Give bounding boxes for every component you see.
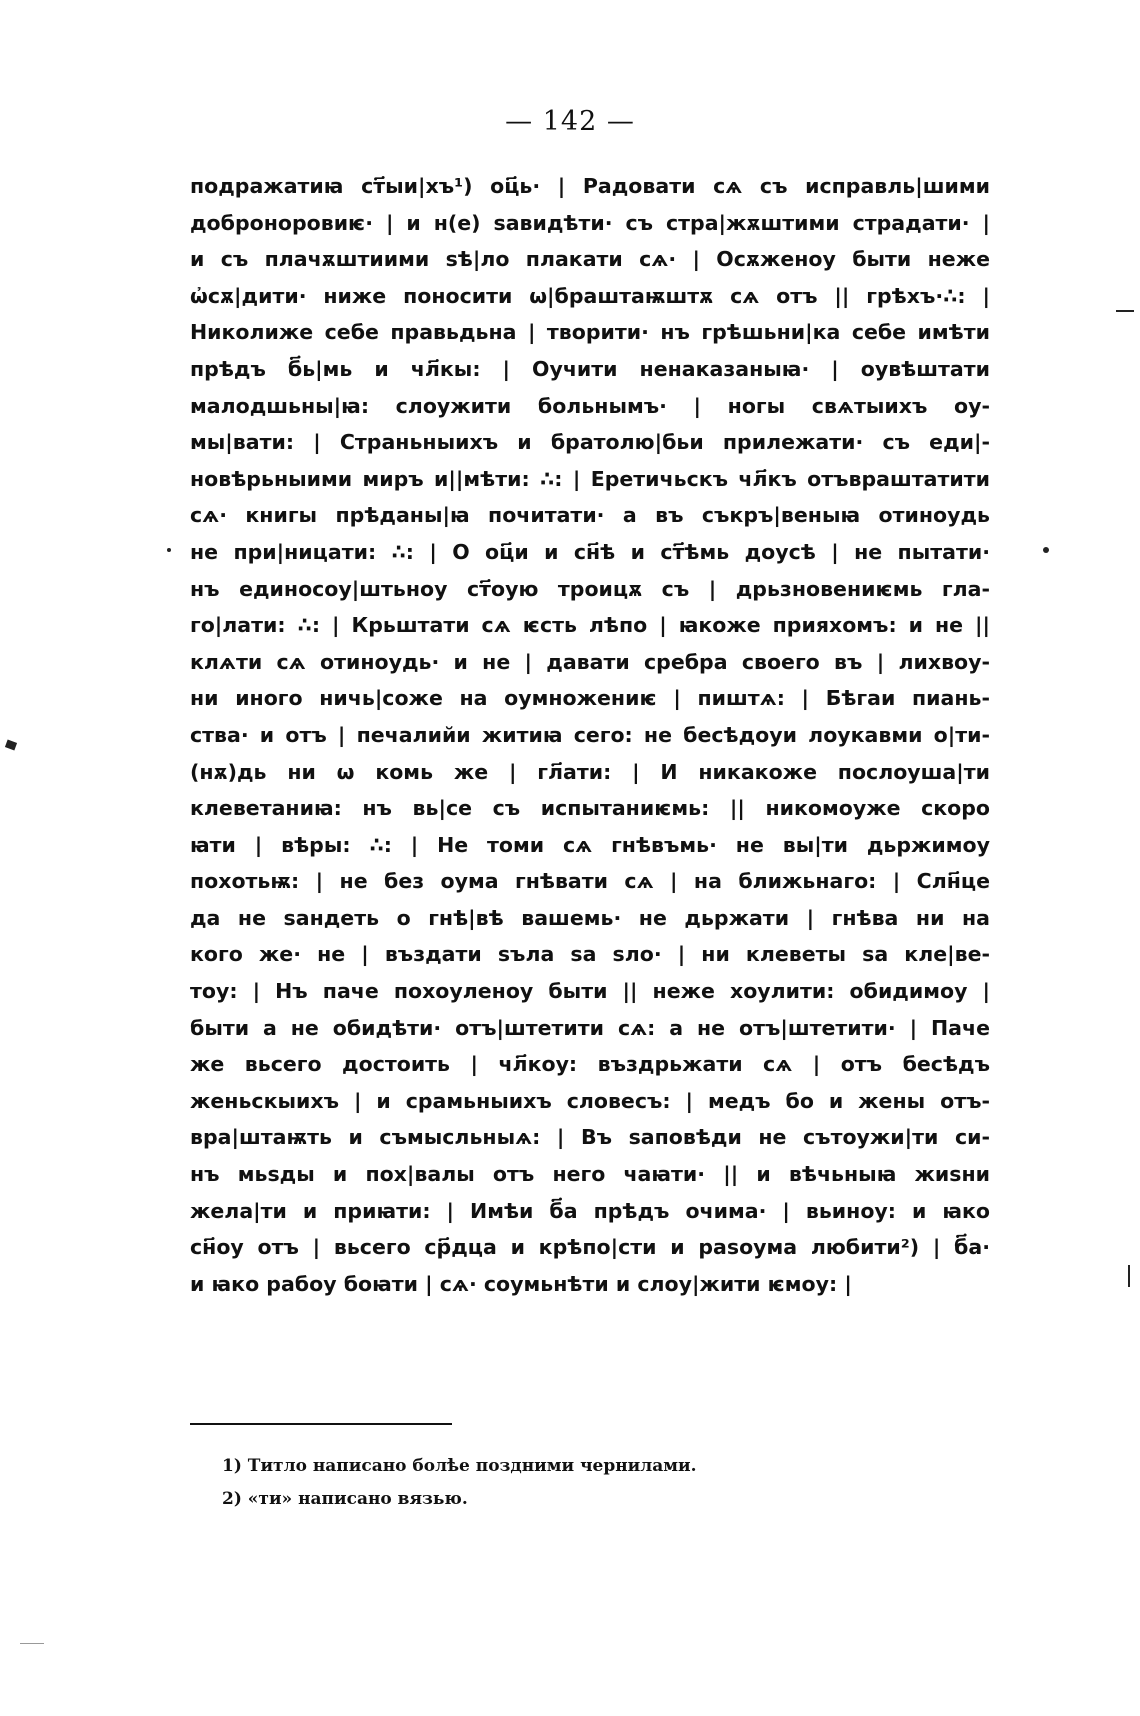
footnotes (222, 1450, 982, 1516)
text-line: клеветаниꙗ: нъ вь|се съ испытаниѥмь: || никомоуже скоро (190, 796, 990, 821)
text-line: и ꙗко рабоу боꙗти | сѧ· соумьнѣти и слоу|жити ѥмоу: | (190, 1271, 852, 1296)
text-line: подражатиꙗ ст҃ыи|хъ¹) оц҃ь· | Радовати сѧ съ исправль|шими (190, 174, 990, 198)
text-line: похотьѭ: | не без оума гнѣвати сѧ | на ближьнаго: | Слн҃це (190, 869, 990, 894)
text-line: ꙗти | вѣры: ∴: | Не томи сѧ гнѣвъмь· не вы|ти дьржимоу (190, 832, 990, 857)
text-line: малодшьны|ꙗ: слоужити больнымъ· | ногы свѧтыихъ оу- (190, 393, 990, 418)
text-line: доброноровиѥ· | и н(е) ѕавидѣти· съ стра|жѫштими страдати· | (190, 210, 990, 235)
text-line: го|лати: ∴: | Крьштати сѧ ѥсть лѣпо | ꙗкоже прияхомъ: и не || (190, 613, 990, 638)
text-line: (нѫ)дь ни ѡ комь же | гл҃ати: | И никакоже послоуша|ти (190, 759, 990, 784)
page-number: — 142 — (505, 106, 635, 137)
text-line: ства· и отъ | печалийи житиꙗ сего: не бесѣдоуи лоукавми о|ти- (190, 722, 990, 747)
text-line: не при|ницати: ∴: | О оц҃и и сн҃ѣ и ст҃ѣмь доусѣ | не пытати· (190, 539, 990, 564)
text-line: же вьсего достоить | чл҃кoу: въздрьжати сѧ | отъ бесѣдъ (190, 1052, 990, 1077)
text-line: прѣдъ б҃ь|мь и чл҃кы: | Оучити ненаказаныꙗ· | оувѣштати (190, 356, 990, 381)
text-line: клѧти сѧ отиноудь· и не | давати сребра своего въ | лихвоу- (190, 649, 990, 674)
text-line: вра|штаѭть и съмысльныѧ: | Въ ѕаповѣди не сътоужи|ти си- (190, 1125, 990, 1150)
text-line: сн҃оу отъ | вьсего ср҃дца и крѣпо|сти и раѕоума любити²) | б҃а· (190, 1235, 990, 1260)
text-line: ѡ҆сѫ|дити· ниже поносити ѡ|браштаѭштѫ сѧ отъ || грѣхъ·∴: | (190, 283, 990, 308)
scan-artifact (1128, 1265, 1130, 1287)
scan-artifact (20, 1643, 44, 1644)
text-line: жела|ти и приꙗти: | Имѣи б҃а прѣдъ очима· | вьиноу: и ꙗко (190, 1198, 990, 1223)
text-line: быти а не обидѣти· отъ|штетити сѧ: а не отъ|штетити· | Паче (190, 1015, 990, 1040)
text-line: женьскыихъ | и срамьныихъ словесъ: | медъ бо и жены отъ- (190, 1088, 990, 1113)
text-line: кого же· не | въздати ѕъла ѕа ѕло· | ни клеветы ѕа кле|ве- (190, 942, 990, 967)
footnote: 2) «ти» написано вязью. (222, 1489, 468, 1509)
text-line: нъ единосоу|штьноу ст҃оую троицѫ съ | дрьзновениѥмь гла- (190, 576, 990, 601)
text-line: мы|вати: | Страньныихъ и братолю|бьи прилежати· съ еди|- (190, 430, 990, 455)
text-line: ни иного ничь|соже на оумножениѥ | пиштѧ: | Бѣгаи пиань- (190, 686, 990, 711)
scan-artifact (5, 740, 17, 751)
text-line: тоу: | Нъ паче похоуленоу быти || неже хоулити: обидимоу | (190, 979, 990, 1004)
text-line: Николиже себе правьдьна | творити· нъ грѣшьни|ка себе имѣти (190, 320, 990, 345)
scan-artifact (167, 548, 171, 552)
text-line: да не ѕандеть о гнѣ|вѣ вашемь· не дьржати | гнѣва ни на (190, 905, 990, 930)
text-line: новѣрьныими миръ и||мѣти: ∴: | Еретичьскъ чл҃къ отъвраштатити (190, 466, 990, 491)
footnote-separator (190, 1423, 452, 1425)
text-line: нъ мьѕды и пох|валы отъ него чаꙗти· || и вѣчьныꙗ жиѕни (190, 1162, 990, 1187)
text-line: и съ плачѫштиими ѕѣ|ло плакати сѧ· | Осѫженоу быти неже (190, 247, 990, 272)
scan-artifact (1043, 547, 1049, 553)
body-text (190, 168, 990, 1302)
scan-artifact (1116, 310, 1134, 312)
footnote: 1) Титло написано болѣе поздними чернилами. (222, 1456, 697, 1476)
text-line: сѧ· книгы прѣданы|ꙗ почитати· а въ съкръ|веныꙗ отиноудь (190, 503, 990, 528)
